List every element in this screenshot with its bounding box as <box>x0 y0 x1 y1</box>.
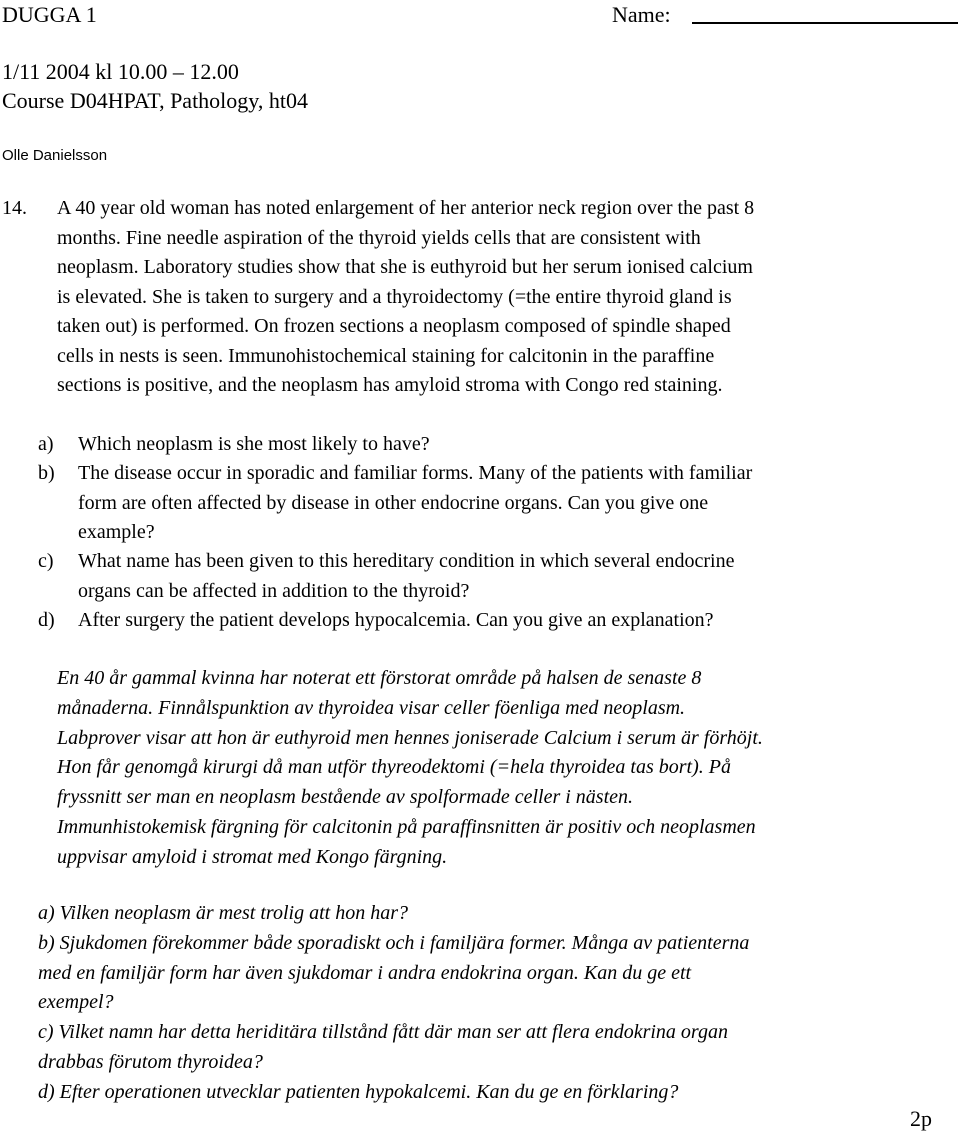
text-line: Hon får genomgå kirurgi då man utför thyreodektomi (=hela thyroidea tas bort). På <box>57 756 731 779</box>
question-text-en <box>57 194 754 401</box>
text-line: organs can be affected in addition to the thyroid? <box>78 579 470 602</box>
text-line: After surgery the patient develops hypocalcemia. Can you give an explanation? <box>78 609 714 631</box>
question-text-sv <box>57 664 763 873</box>
text-line: Labprover visar att hon är euthyroid men hennes joniserade Calcium i serum är förhöjt. <box>57 726 763 749</box>
text-line: fryssnitt ser man en neoplasm bestående av spolformade celler i nästen. <box>57 786 634 809</box>
text-line: exempel? <box>38 991 114 1014</box>
text-line: What name has been given to this hereditary condition in which several endocrine <box>78 550 735 572</box>
text-line: a) Vilken neoplasm är mest trolig att hon har? <box>38 902 408 924</box>
question-number: 14. <box>2 197 27 219</box>
subquestion-label: a) <box>38 433 54 455</box>
text-line: form are often affected by disease in other endocrine organs. Can you give one <box>78 491 709 514</box>
text-line: b) Sjukdomen förekommer både sporadiskt och i familjära former. Många av patienterna <box>38 931 750 954</box>
subquestion-label: d) <box>38 609 55 631</box>
text-line: drabbas förutom thyroidea? <box>38 1050 263 1073</box>
course-name: Course D04HPAT, Pathology, ht04 <box>2 88 308 113</box>
subquestion-label: b) <box>38 462 55 484</box>
text-line: example? <box>78 521 155 543</box>
text-line: A 40 year old woman has noted enlargement of her anterior neck region over the past 8 <box>57 197 755 219</box>
text-line: uppvisar amyloid i stromat med Kongo färgning. <box>57 845 448 868</box>
text-line: sections is positive, and the neoplasm has amyloid stroma with Congo red staining. <box>57 374 723 396</box>
text-line: cells in nests is seen. Immunohistochemical staining for calcitonin in the paraffine <box>57 344 715 367</box>
text-line: Which neoplasm is she most likely to have? <box>78 433 430 455</box>
text-line: neoplasm. Laboratory studies show that she is euthyroid but her serum ionised calcium <box>57 256 753 278</box>
author-name: Olle Danielsson <box>2 147 108 164</box>
text-line: taken out) is performed. On frozen sections a neoplasm composed of spindle shaped <box>57 315 731 337</box>
text-line: months. Fine needle aspiration of the thyroid yields cells that are consistent with <box>57 226 701 249</box>
exam-date: 1/11 2004 kl 10.00 – 12.00 <box>2 59 239 84</box>
text-line: d) Efter operationen utvecklar patienten hypokalcemi. Kan du ge en förklaring? <box>38 1080 679 1103</box>
text-line: med en familjär form har även sjukdomar i andra endokrina organ. Kan du ge ett <box>38 961 692 984</box>
subquestion-label: c) <box>38 550 54 572</box>
text-line: Immunhistokemisk färgning för calcitonin på paraffinsnitten är positiv och neoplasmen <box>57 815 756 838</box>
name-label: Name: <box>612 2 671 27</box>
points-badge: 2p <box>910 1106 932 1131</box>
text-line: månaderna. Finnålspunktion av thyroidea visar celler föenliga med neoplasm. <box>57 696 686 719</box>
text-line: En 40 år gammal kvinna har noterat ett förstorat område på halsen de senaste 8 <box>57 667 702 689</box>
exam-title: DUGGA 1 <box>2 2 97 27</box>
text-line: is elevated. She is taken to surgery and a thyroidectomy (=the entire thyroid gland is <box>57 285 732 308</box>
text-line: The disease occur in sporadic and familiar forms. Many of the patients with familiar <box>78 462 753 484</box>
subquestions-sv <box>38 899 749 1108</box>
text-line: c) Vilket namn har detta heriditära tillstånd fått där man ser att flera endokrina organ <box>38 1021 728 1044</box>
name-field-line[interactable] <box>692 22 958 24</box>
